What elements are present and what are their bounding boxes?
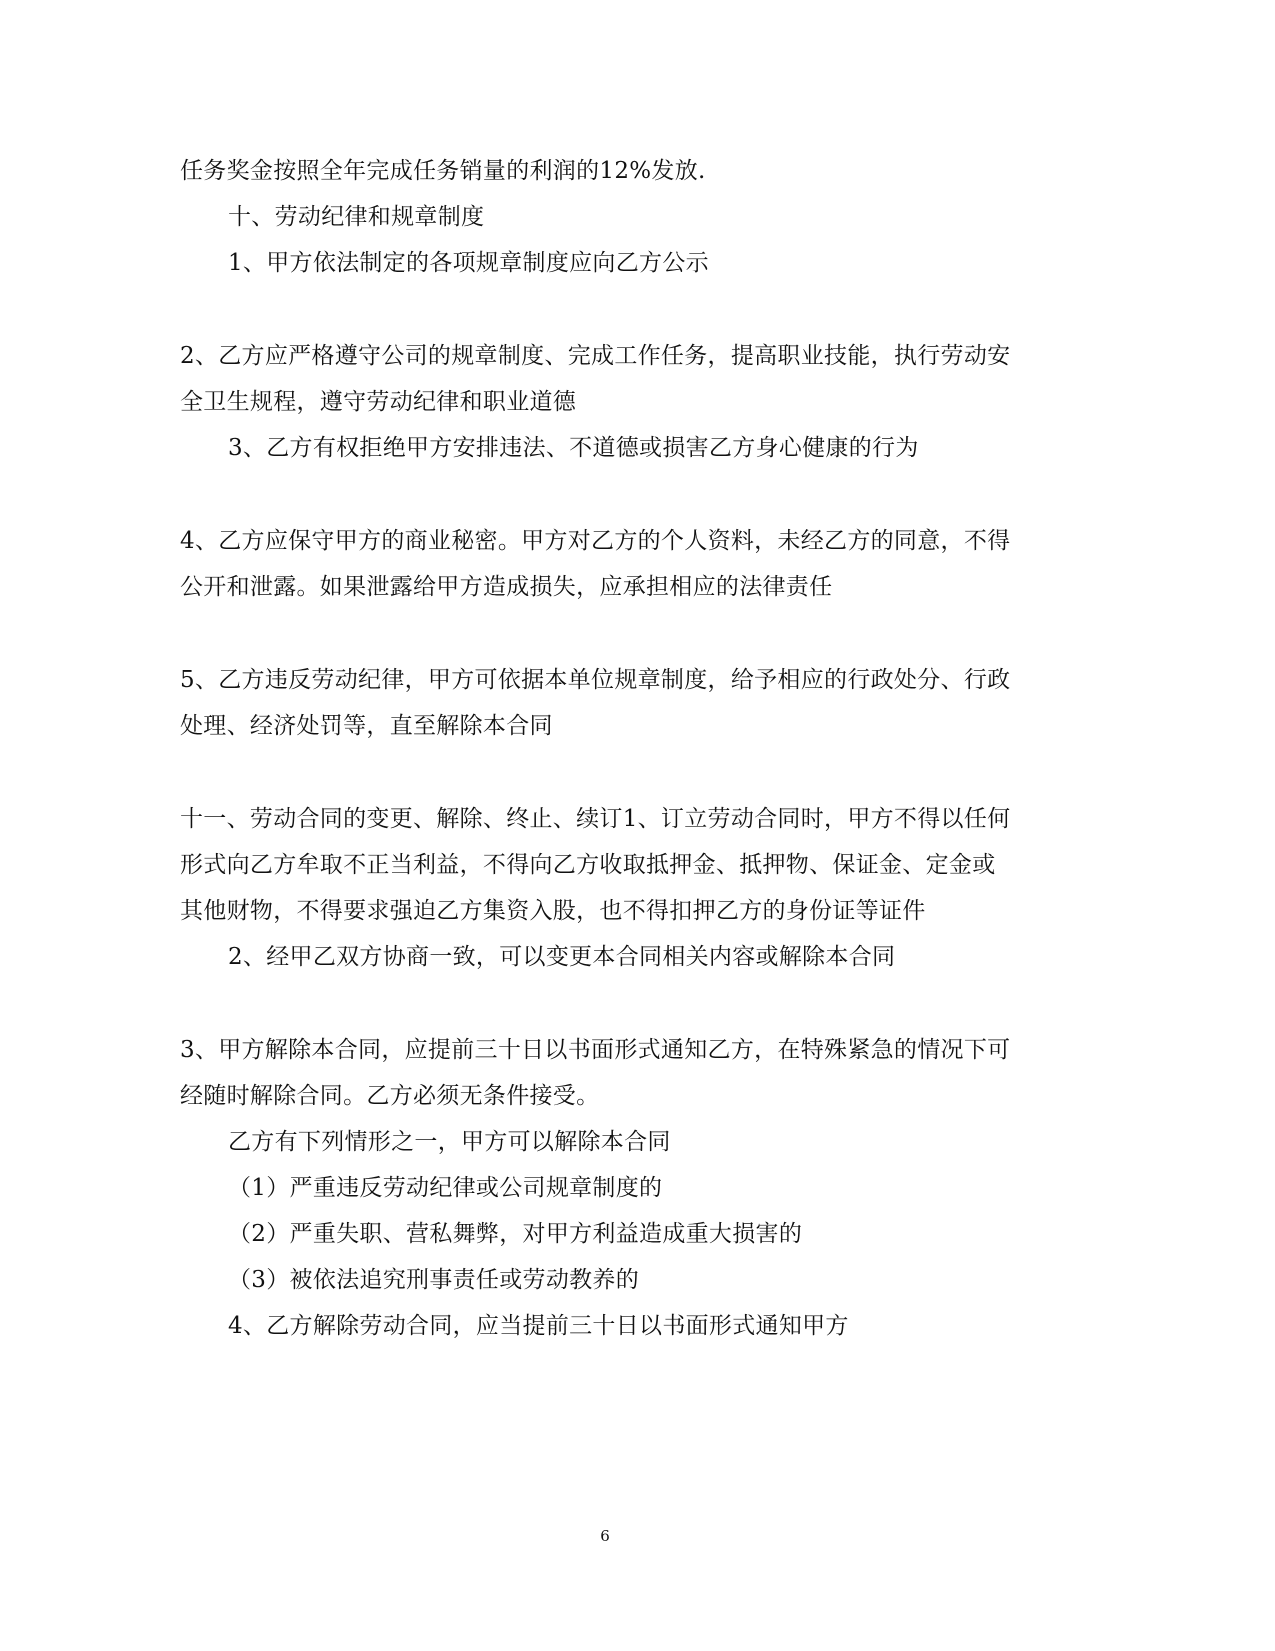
text-line: 其他财物，不得要求强迫乙方集资入股，也不得扣押乙方的身份证等证件 xyxy=(180,898,926,924)
text-line: 5、乙方违反劳动纪律，甲方可依据本单位规章制度，给予相应的行政处分、行政 xyxy=(180,667,1011,693)
text-line: 公开和泄露。如果泄露给甲方造成损失，应承担相应的法律责任 xyxy=(180,574,833,600)
list-item: （1）严重违反劳动纪律或公司规章制度的 xyxy=(228,1175,663,1201)
text-line: 3、乙方有权拒绝甲方安排违法、不道德或损害乙方身心健康的行为 xyxy=(228,435,919,461)
page-number: 6 xyxy=(600,1527,610,1545)
section-heading: 十一、劳动合同的变更、解除、终止、续订1、订立劳动合同时，甲方不得以任何 xyxy=(180,806,1011,832)
text-line: 经随时解除合同。乙方必须无条件接受。 xyxy=(180,1083,600,1109)
text-line: 1、甲方依法制定的各项规章制度应向乙方公示 xyxy=(228,250,709,276)
text-line: 2、乙方应严格遵守公司的规章制度、完成工作任务，提高职业技能，执行劳动安 xyxy=(180,343,1011,369)
list-item: （3）被依法追究刑事责任或劳动教养的 xyxy=(228,1267,640,1293)
text-line: 4、乙方解除劳动合同，应当提前三十日以书面形式通知甲方 xyxy=(228,1313,849,1339)
text-line: 4、乙方应保守甲方的商业秘密。甲方对乙方的个人资料，未经乙方的同意，不得 xyxy=(180,528,1011,554)
text-line: 乙方有下列情形之一，甲方可以解除本合同 xyxy=(228,1129,671,1155)
text-line: 3、甲方解除本合同，应提前三十日以书面形式通知乙方，在特殊紧急的情况下可 xyxy=(180,1037,1011,1063)
list-item: （2）严重失职、营私舞弊，对甲方利益造成重大损害的 xyxy=(228,1221,803,1247)
text-line: 全卫生规程，遵守劳动纪律和职业道德 xyxy=(180,389,577,415)
text-line: 2、经甲乙双方协商一致，可以变更本合同相关内容或解除本合同 xyxy=(228,944,896,970)
text-line: 任务奖金按照全年完成任务销量的利润的12%发放. xyxy=(180,158,706,184)
text-line: 处理、经济处罚等，直至解除本合同 xyxy=(180,713,553,739)
text-line: 形式向乙方牟取不正当利益，不得向乙方收取抵押金、抵押物、保证金、定金或 xyxy=(180,852,996,878)
section-heading: 十、劳动纪律和规章制度 xyxy=(228,204,485,230)
